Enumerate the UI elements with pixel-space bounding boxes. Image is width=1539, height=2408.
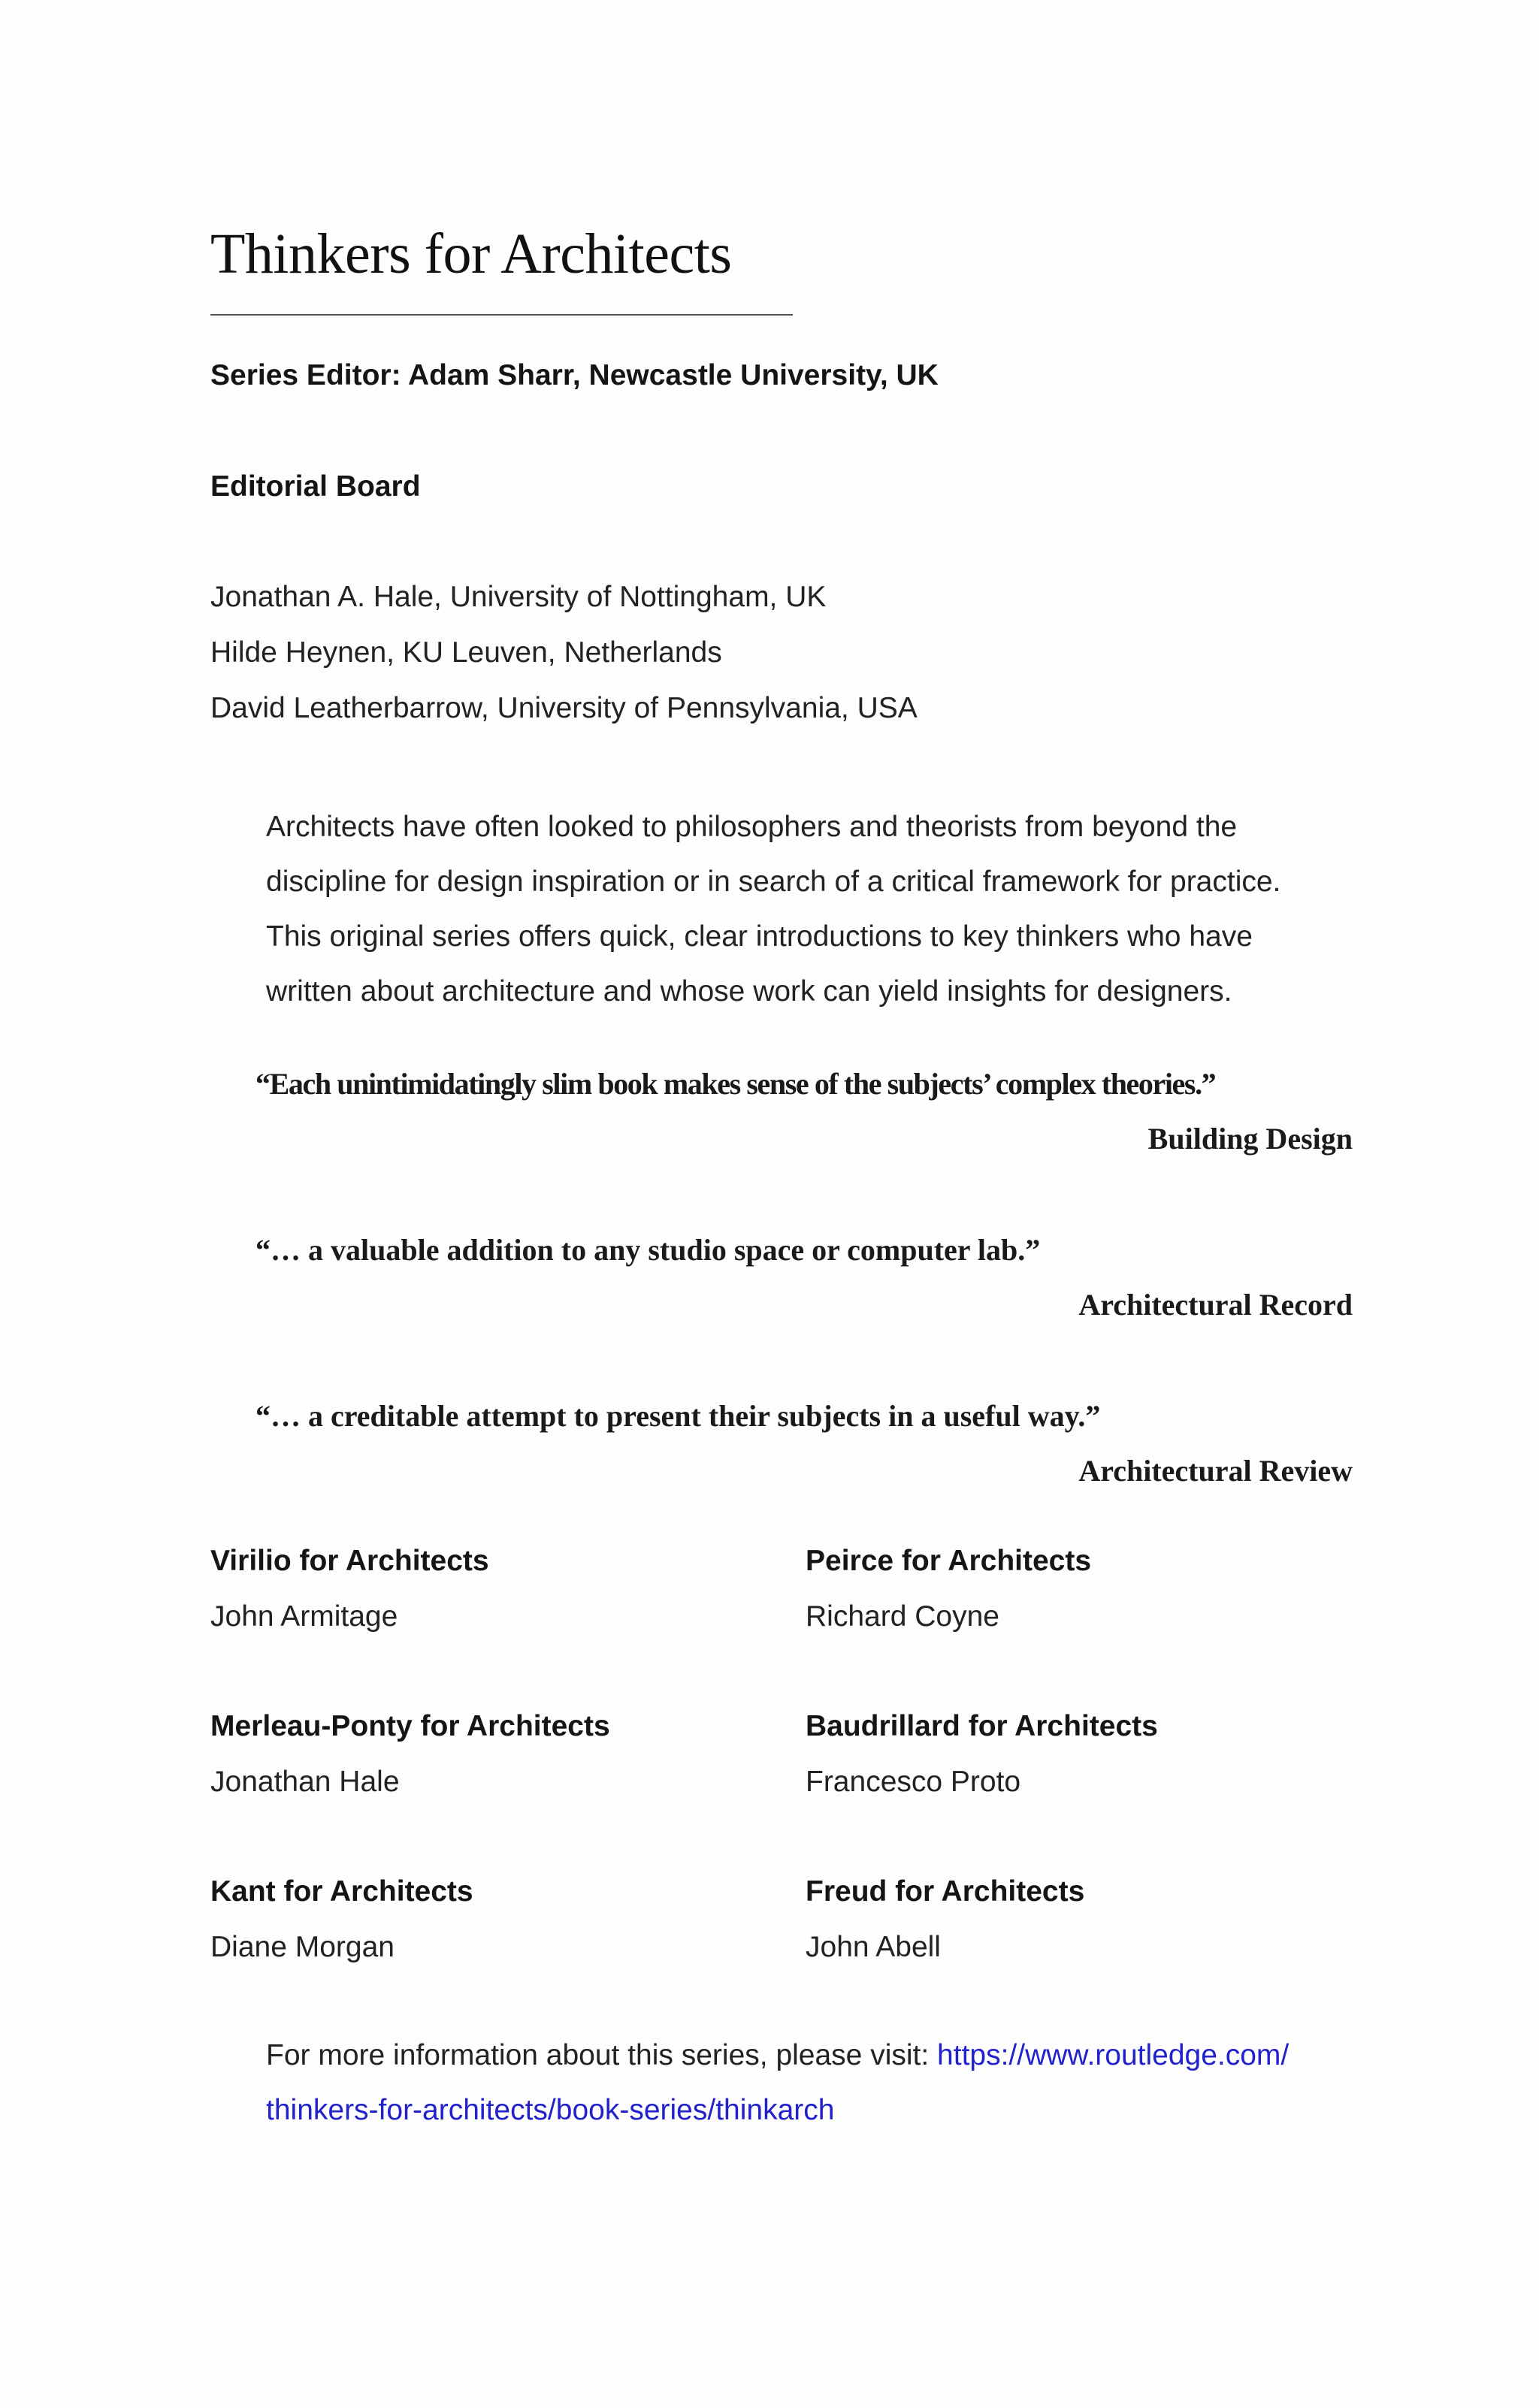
- book-title: Freud for Architects: [806, 1875, 1085, 1908]
- review-quotes: [210, 1056, 1353, 1498]
- book-title: Baudrillard for Architects: [806, 1710, 1158, 1742]
- book-entry: [806, 1533, 1332, 1645]
- series-url-line[interactable]: https://www.routledge.com/: [937, 2039, 1290, 2071]
- book-author: Jonathan Hale: [210, 1766, 400, 1798]
- book-author: Richard Coyne: [806, 1600, 999, 1633]
- board-member: Jonathan A. Hale, University of Nottingham, UK: [210, 581, 827, 613]
- book-entry: [210, 1699, 806, 1810]
- book-title: Virilio for Architects: [210, 1545, 489, 1577]
- more-info: [266, 2028, 1363, 2138]
- review-quote: [255, 1056, 1353, 1166]
- series-title: Thinkers for Architects: [210, 222, 732, 286]
- book-author: John Abell: [806, 1931, 941, 1963]
- quote-text: “Each unintimidatingly slim book makes sense of the subjects’ complex theories.”: [255, 1067, 1216, 1101]
- review-quote: [255, 1222, 1353, 1332]
- book-title: Kant for Architects: [210, 1875, 473, 1908]
- book-entry: [806, 1699, 1332, 1810]
- board-member: Hilde Heynen, KU Leuven, Netherlands: [210, 636, 722, 669]
- quote-source: Architectural Review: [1078, 1454, 1353, 1488]
- board-member: David Leatherbarrow, University of Pennsylvania, USA: [210, 692, 918, 724]
- title-underline: [210, 314, 793, 316]
- book-entry: [210, 1864, 806, 1975]
- book-author: Francesco Proto: [806, 1766, 1021, 1798]
- series-description: [266, 799, 1363, 1019]
- editorial-board-heading: Editorial Board: [210, 470, 421, 503]
- book-author: Diane Morgan: [210, 1931, 395, 1963]
- series-editor: Series Editor: Adam Sharr, Newcastle University, UK: [210, 359, 939, 391]
- series-url-line[interactable]: thinkers-for-architects/book-series/thinkarch: [266, 2094, 835, 2126]
- editorial-board-list: [210, 570, 1353, 736]
- book-title: Peirce for Architects: [806, 1545, 1092, 1577]
- series-description-line: Architects have often looked to philosophers and theorists from beyond the: [266, 811, 1238, 843]
- series-description-line: discipline for design inspiration or in search of a critical framework for practice.: [266, 866, 1281, 898]
- book-title: Merleau-Ponty for Architects: [210, 1710, 610, 1742]
- quote-text: “… a creditable attempt to present their subjects in a useful way.”: [255, 1399, 1101, 1433]
- series-description-line: This original series offers quick, clear introductions to key thinkers who have: [266, 920, 1253, 953]
- review-quote: [255, 1388, 1353, 1498]
- book-entry: [210, 1533, 806, 1645]
- book-entry: [806, 1864, 1332, 1975]
- quote-text: “… a valuable addition to any studio space or computer lab.”: [255, 1233, 1041, 1267]
- series-description-line: written about architecture and whose work can yield insights for designers.: [266, 975, 1232, 1008]
- quote-source: Building Design: [1147, 1122, 1353, 1156]
- quote-source: Architectural Record: [1078, 1288, 1353, 1322]
- book-list: [210, 1533, 1353, 1975]
- page-content: [210, 222, 1353, 2138]
- more-info-text: For more information about this series, please visit:: [266, 2039, 938, 2071]
- book-author: John Armitage: [210, 1600, 398, 1633]
